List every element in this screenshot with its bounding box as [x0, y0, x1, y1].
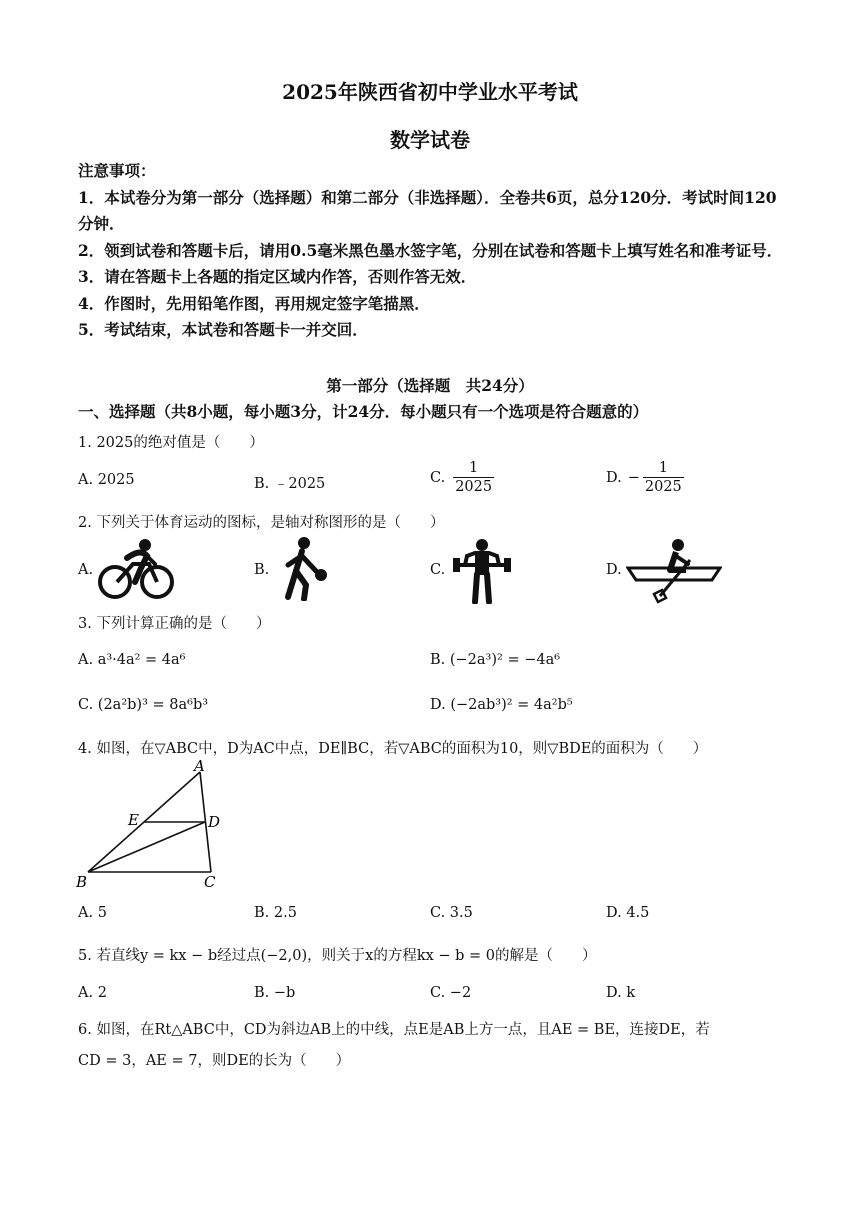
q1-option-c-fraction — [453, 460, 494, 495]
q2-option-c: C. — [430, 562, 446, 578]
label-e: E — [128, 811, 139, 829]
q2-stem: 2. 下列关于体育运动的图标，是轴对称图形的是（ ） — [78, 515, 445, 531]
q5-option-d: D. k — [606, 985, 636, 1001]
note-item-3: 3．请在答题卡上各题的指定区域内作答，否则作答无效． — [78, 267, 477, 286]
note-item-1: 1．本试卷分为第一部分（选择题）和第二部分（非选择题）．全卷共6页，总分120分．考试时间120分钟． — [78, 187, 777, 233]
q3-stem: 3. 下列计算正确的是（ ） — [78, 616, 271, 632]
q4-option-c: C. 3.5 — [430, 905, 473, 921]
label-a: A — [194, 760, 205, 775]
shot-put-icon — [274, 535, 334, 601]
rowing-icon — [626, 538, 722, 604]
q2-option-b: B. — [254, 562, 270, 578]
q3-option-b: B. (−2a³)² = −4a⁶ — [430, 652, 561, 668]
cycling-icon — [97, 538, 177, 600]
q4-triangle-figure — [74, 760, 234, 896]
q4-stem: 4. 如图，在▽ABC中，D为AC中点，DE∥BC，若▽ABC的面积为10，则▽BDE的面积为（ ） — [78, 741, 708, 757]
q6-stem-line2: CD = 3，AE = 7，则DE的长为（ ） — [78, 1053, 351, 1069]
exam-title: 2025年陕西省初中学业水平考试 — [282, 80, 578, 104]
q1-option-c-label: C. — [430, 469, 446, 486]
q4-option-d: D. 4.5 — [606, 905, 650, 921]
q3-option-d: D. (−2ab³)² = 4a²b⁵ — [430, 697, 573, 713]
q1-option-d-fraction — [643, 460, 684, 495]
q2-option-a: A. — [78, 562, 94, 578]
segment-bd — [88, 822, 205, 872]
label-c: C — [204, 873, 216, 891]
q4-option-a: A. 5 — [78, 905, 107, 921]
q1-c-denominator: 2025 — [455, 479, 493, 495]
q1-d-minus: − — [627, 469, 640, 486]
q1-stem: 1. 2025的绝对值是（ ） — [78, 435, 264, 451]
q1-option-d-label: D. — [606, 469, 622, 486]
note-item-5: 5．考试结束，本试卷和答题卡一并交回． — [78, 320, 368, 339]
q2-option-d: D. — [606, 562, 622, 578]
note-item-2: 2．领到试卷和答题卡后，请用0.5毫米黑色墨水签字笔，分别在试卷和答题卡上填写姓名和准考证号． — [78, 240, 783, 260]
q1-option-c — [430, 460, 494, 495]
q3-option-a: A. a³·4a² = 4a⁶ — [78, 652, 186, 668]
q5-option-a: A. 2 — [78, 985, 107, 1001]
q3-option-c: C. (2a²b)³ = 8a⁶b³ — [78, 697, 209, 713]
q1-d-numerator: 1 — [658, 460, 668, 476]
q5-stem: 5. 若直线y = kx − b经过点(−2,0)，则关于x的方程kx − b = 0的解是（ ） — [78, 948, 597, 964]
label-b: B — [76, 873, 88, 891]
q1-d-denominator: 2025 — [644, 479, 682, 495]
notes-heading: 注意事项： — [78, 161, 156, 180]
q1-option-d — [606, 460, 684, 495]
section-heading: 一、选择题（共8小题，每小题3分，计24分．每小题只有一个选项是符合题意的） — [78, 402, 649, 421]
note-item-4: 4．作图时，先用铅笔作图，再用规定签字笔描黑． — [78, 293, 430, 313]
exam-subtitle: 数学试卷 — [390, 128, 470, 152]
q1-option-a: A. 2025 — [78, 472, 135, 488]
part1-title: 第一部分（选择题 共24分） — [326, 376, 534, 395]
q1-c-numerator: 1 — [469, 460, 479, 476]
label-d: D — [208, 813, 221, 831]
weightlifting-icon — [451, 538, 513, 604]
q1-option-b: B. ﹣2025 — [254, 476, 326, 492]
q5-option-b: B. −b — [254, 985, 296, 1001]
q4-option-b: B. 2.5 — [254, 905, 297, 921]
q5-option-c: C. −2 — [430, 985, 472, 1001]
q6-stem-line1: 6. 如图，在Rt△ABC中，CD为斜边AB上的中线，点E是AB上方一点，且AE = BE，连接DE，若 — [78, 1022, 710, 1038]
notes-block — [78, 158, 788, 344]
